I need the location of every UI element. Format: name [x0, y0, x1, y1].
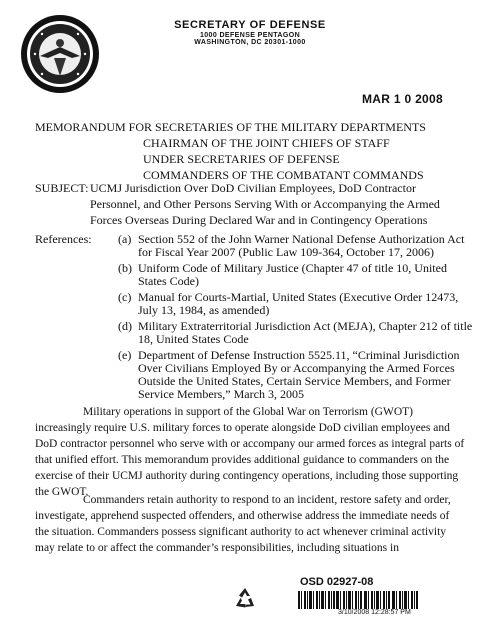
- scan-timestamp: 3/10/2008 12:28:57 PM: [338, 609, 411, 616]
- body-paragraph-2-text: Commanders retain authority to respond to an incident, restore safety and order, investigate, apprehend suspected offenders, and otherwise address the immediate needs of the situation. Commanders possess significant authority to act whenever criminal activity may relate to or affect the commander’s responsibilities, including situations in: [35, 494, 451, 554]
- subject-block: [35, 180, 465, 228]
- reference-item: [118, 320, 475, 346]
- body-paragraph-1: [35, 404, 465, 500]
- reference-text: Department of Defense Instruction 5525.11, “Criminal Jurisdiction Over Civilians Employed By or Accompanying the Armed Forces Outside the United States, Certain Service Members, and Former Service Members,” March 3, 2005: [138, 348, 460, 401]
- reference-item: [118, 291, 475, 317]
- memo-line-4: COMMANDERS OF THE COMBATANT COMMANDS: [143, 168, 424, 182]
- subject-text: UCMJ Jurisdiction Over DoD Civilian Employees, DoD Contractor Personnel, and Other Persons Serving With or Accompanying the Armed Forces Overseas During Declared War and in Contingency Operations: [90, 181, 440, 227]
- osd-control-number: OSD 02927-08: [300, 576, 374, 588]
- recycle-icon: [232, 586, 258, 612]
- references-block: [35, 233, 475, 404]
- reference-item: [118, 349, 475, 401]
- letterhead: [150, 20, 350, 46]
- reference-key: (c): [118, 290, 132, 304]
- references-list: [118, 233, 475, 404]
- memo-addressees: [35, 119, 426, 183]
- memo-line-2: CHAIRMAN OF THE JOINT CHIEFS OF STAFF: [143, 136, 390, 150]
- barcode-icon: [298, 591, 418, 609]
- letterhead-address-line2: WASHINGTON, DC 20301-1000: [194, 38, 306, 46]
- reference-text: Manual for Courts-Martial, United States (Executive Order 12473, July 13, 1984, as amended): [138, 290, 459, 317]
- body-paragraph-2: [35, 492, 465, 556]
- department-of-defense-seal-icon: [20, 14, 100, 94]
- reference-text: Military Extraterritorial Jurisdiction Act (MEJA), Chapter 212 of title 18, United States Code: [138, 319, 473, 346]
- memo-date: MAR 1 0 2008: [362, 92, 443, 106]
- letterhead-title: SECRETARY OF DEFENSE: [174, 19, 326, 31]
- body-paragraph-1-text: Military operations in support of the Global War on Terrorism (GWOT) increasingly require U.S. military forces to operate alongside DoD civilian employees and DoD contractor personnel who serve with or accompany our armed forces as integral parts of that unified effort. This memorandum provides additional guidance to commanders on the exercise of their UCMJ authority during contingency operations, including those supporting the GWOT.: [35, 406, 465, 498]
- reference-item: [118, 262, 475, 288]
- reference-key: (e): [118, 348, 132, 362]
- reference-item: [118, 233, 475, 259]
- memo-line-1: MEMORANDUM FOR SECRETARIES OF THE MILITARY DEPARTMENTS: [35, 120, 426, 134]
- reference-key: (d): [118, 319, 132, 333]
- subject-label: SUBJECT:: [35, 181, 89, 195]
- reference-key: (a): [118, 232, 132, 246]
- references-label: References:: [35, 232, 92, 246]
- memo-line-3: UNDER SECRETARIES OF DEFENSE: [143, 152, 340, 166]
- reference-text: Uniform Code of Military Justice (Chapter 47 of title 10, United States Code): [138, 261, 447, 288]
- letterhead-address-line1: 1000 DEFENSE PENTAGON: [199, 31, 301, 39]
- reference-key: (b): [118, 261, 132, 275]
- reference-text: Section 552 of the John Warner National Defense Authorization Act for Fiscal Year 2007 (Public Law 109-364, October 17, 2006): [138, 232, 465, 259]
